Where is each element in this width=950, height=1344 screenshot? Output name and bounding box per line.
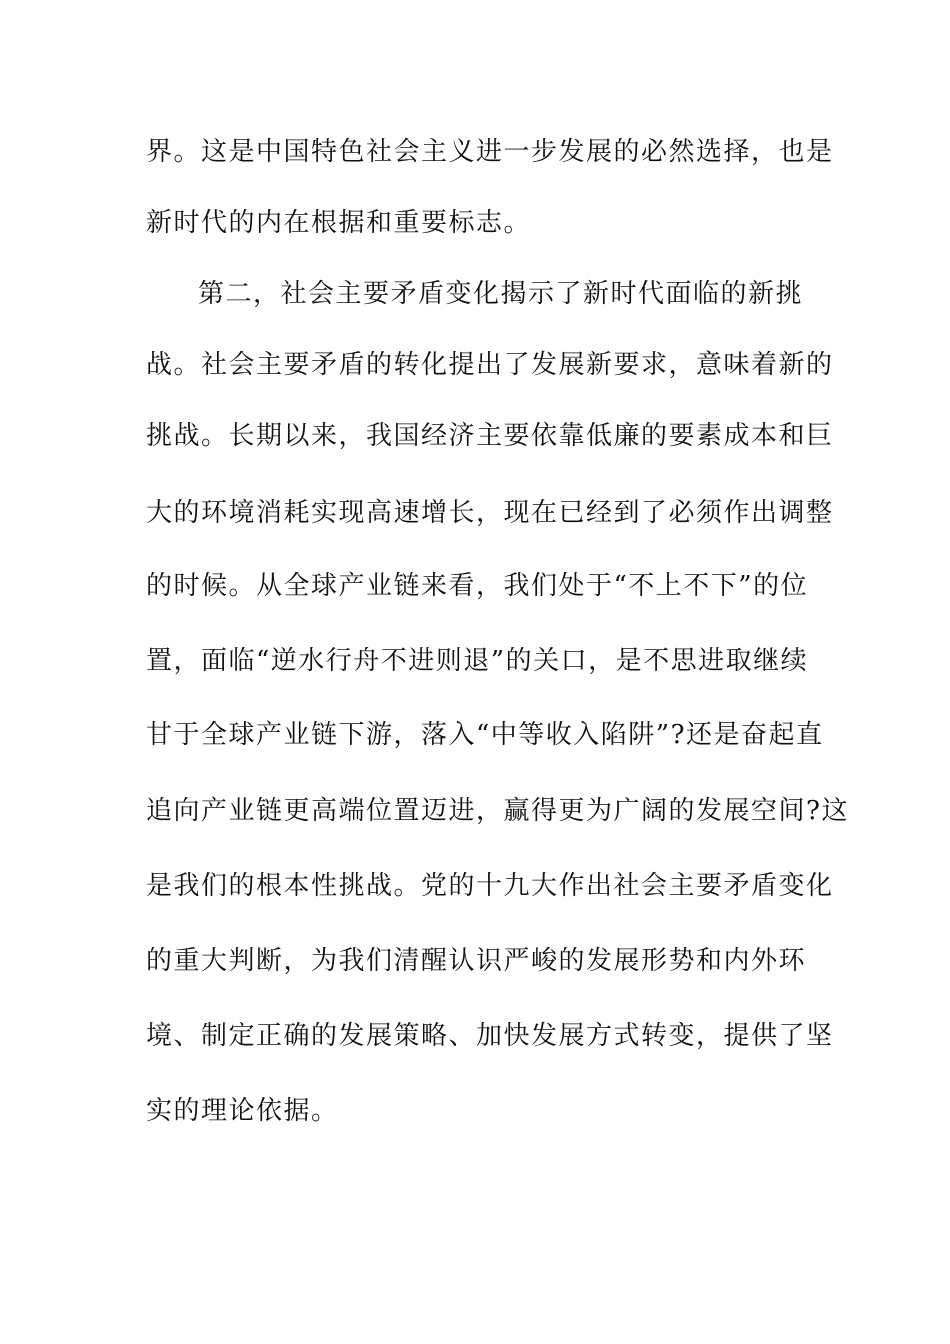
text-line-8: 置，面临“逆水行舟不进则退”的关口，是不思进取继续 — [146, 646, 809, 676]
text-line-7: 的时候。从全球产业链来看，我们处于“不上不下”的位 — [146, 571, 809, 601]
text-line-6: 大的环境消耗实现高速增长，现在已经到了必须作出调整 — [146, 498, 834, 528]
text-line-13: 境、制定正确的发展策略、加快发展方式转变，提供了坚 — [146, 1021, 834, 1051]
text-line-14: 实的理论依据。 — [146, 1096, 339, 1126]
text-line-9: 甘于全球产业链下游，落入“中等收入陷阱”?还是奋起直 — [146, 720, 824, 750]
text-line-1: 界。这是中国特色社会主义进一步发展的必然选择，也是 — [146, 137, 834, 167]
text-line-4: 战。社会主要矛盾的转化提出了发展新要求，意味着新的 — [146, 350, 834, 380]
text-line-5: 挑战。长期以来，我国经济主要依靠低廉的要素成本和巨 — [146, 421, 834, 451]
text-line-10: 追向产业链更高端位置迈进，赢得更为广阔的发展空间?这 — [146, 796, 849, 826]
text-line-12: 的重大判断，为我们清醒认识严峻的发展形势和内外环 — [146, 946, 807, 976]
text-line-11: 是我们的根本性挑战。党的十九大作出社会主要矛盾变化 — [146, 871, 834, 901]
text-line-2: 新时代的内在根据和重要标志。 — [146, 208, 532, 238]
text-line-3-paragraph-start: 第二，社会主要矛盾变化揭示了新时代面临的新挑 — [198, 279, 804, 309]
